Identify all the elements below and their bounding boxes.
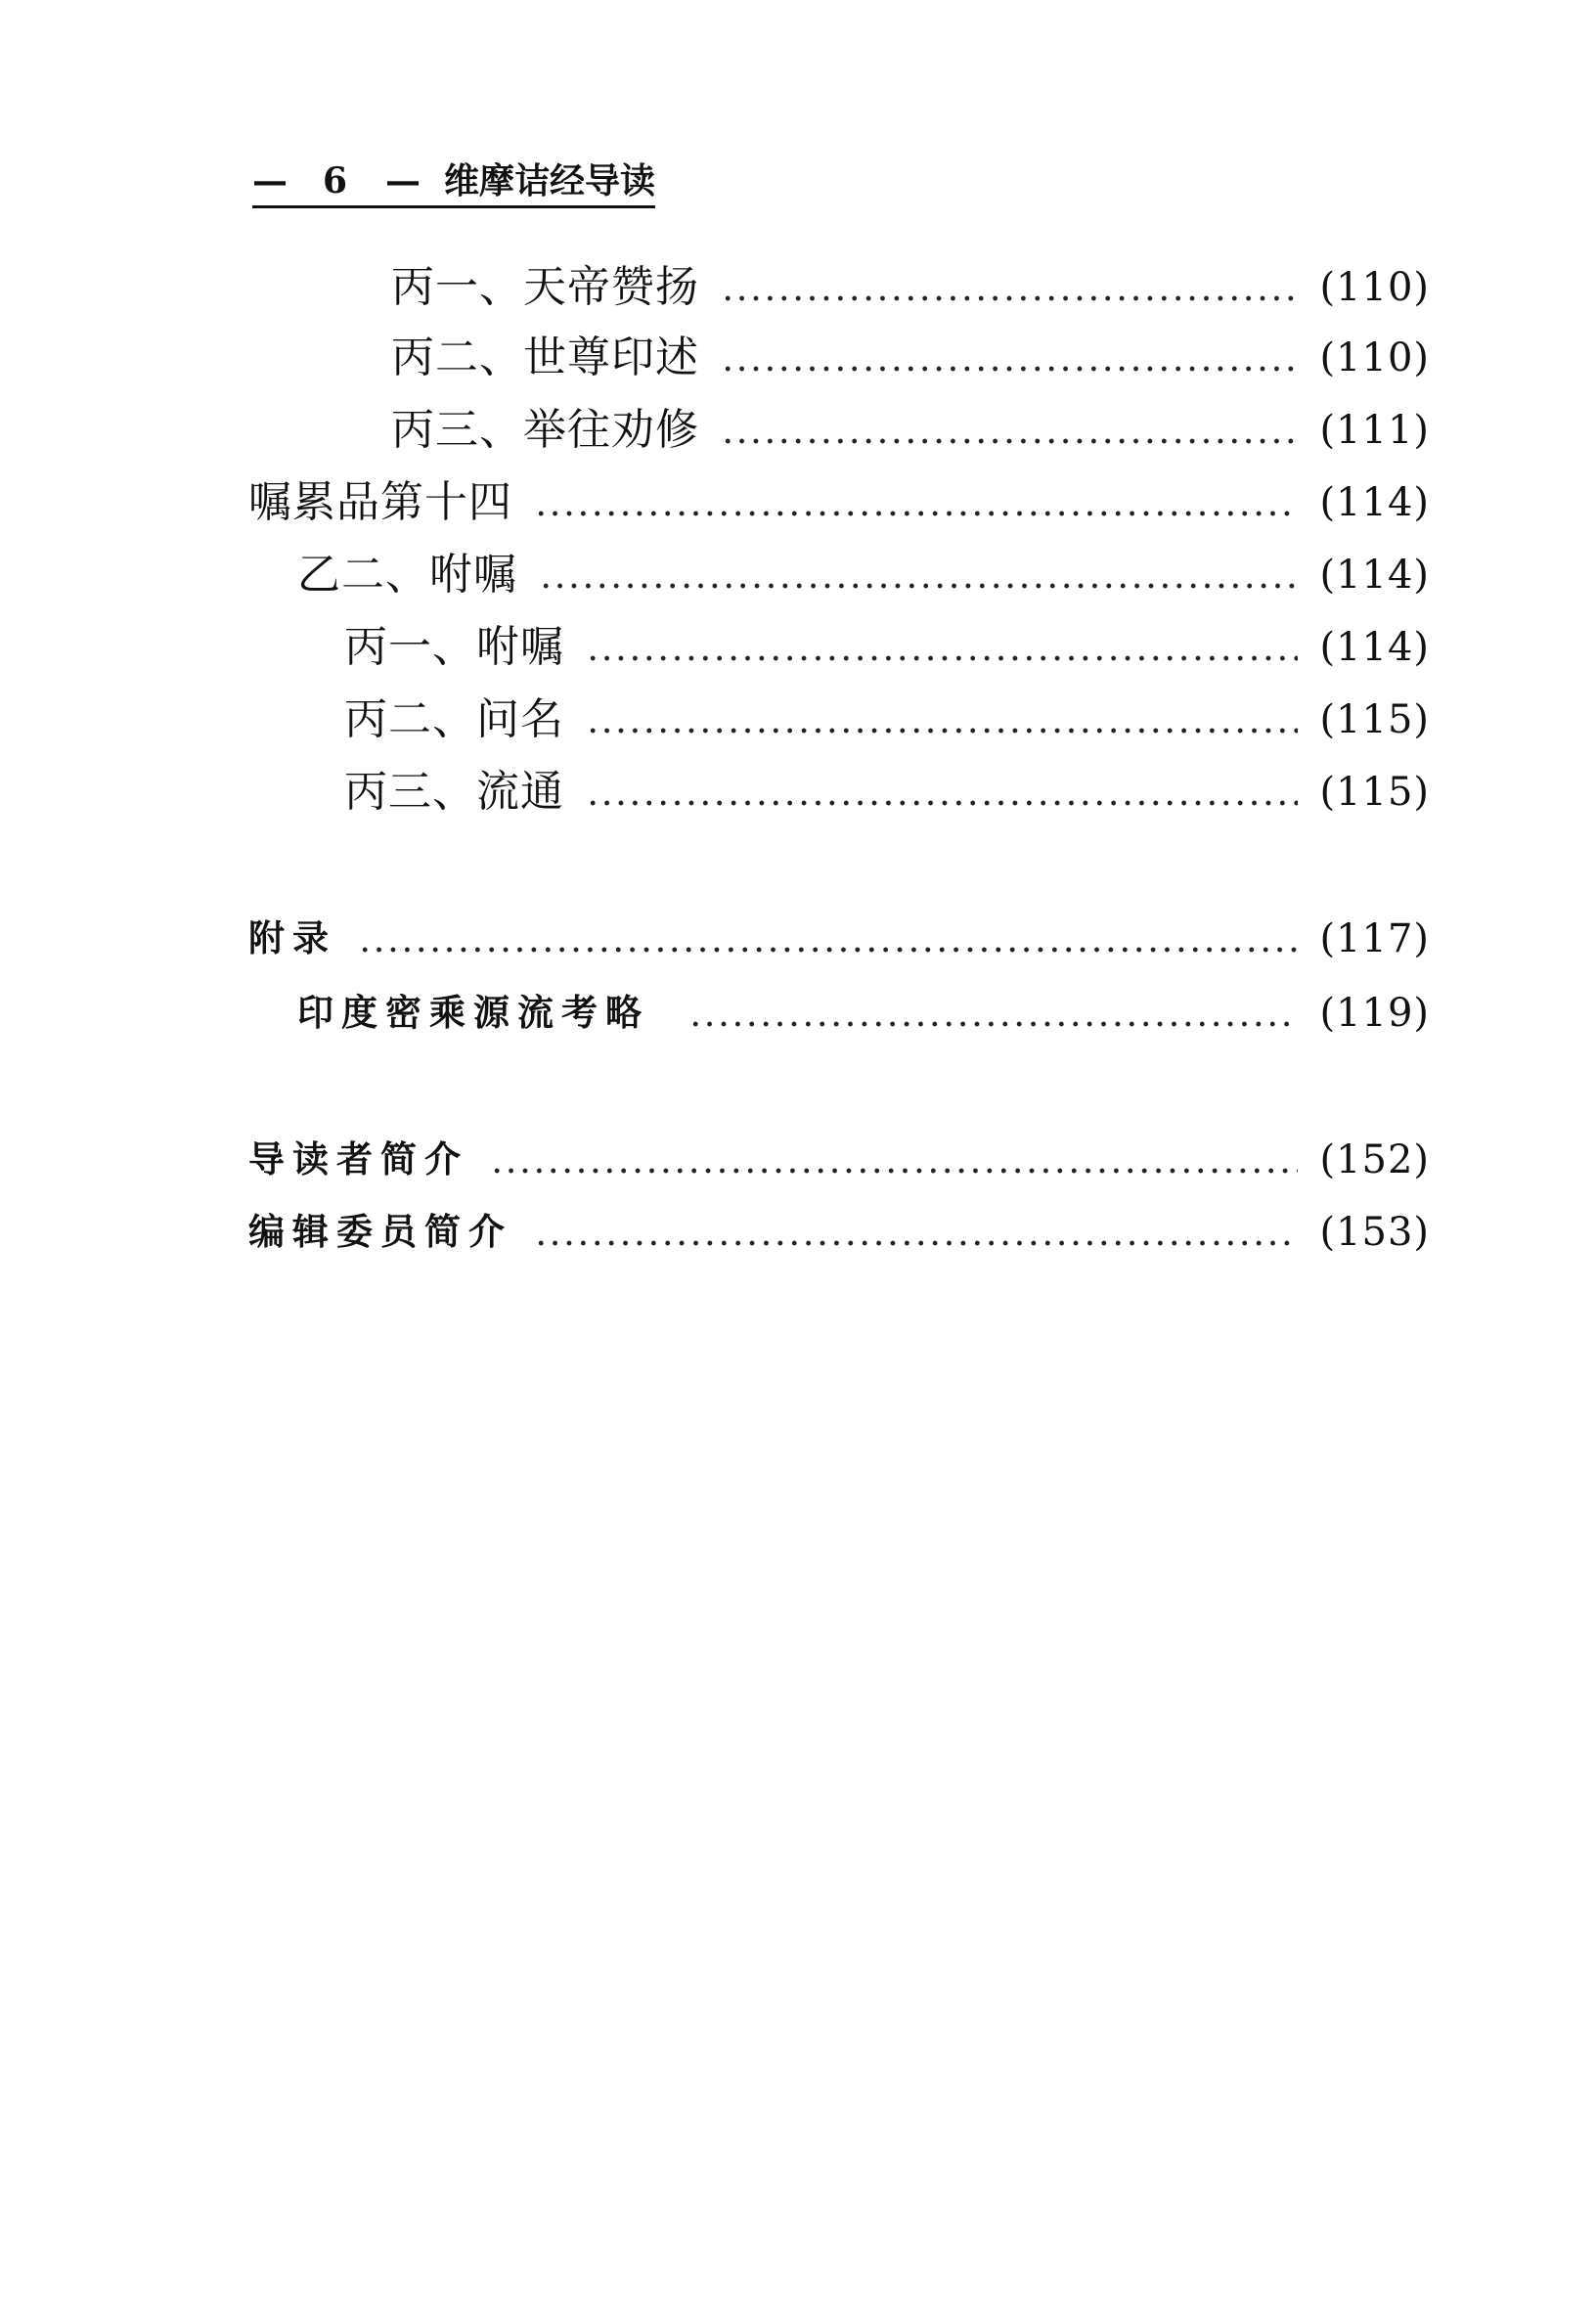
toc-entry-page: (114) xyxy=(1319,553,1430,598)
toc-entry-label: 附录 xyxy=(248,917,336,959)
toc-entry-label: 丙二、世尊印述 xyxy=(391,333,699,382)
toc-entry-page: (153) xyxy=(1319,1210,1430,1255)
toc-entry[interactable] xyxy=(248,912,1430,966)
header-book-title: 维摩诘经导读 xyxy=(444,160,656,201)
toc-entry-label: 印度密乘源流考略 xyxy=(297,992,649,1034)
dot-leader xyxy=(721,331,1298,385)
toc-entry[interactable] xyxy=(248,475,1430,530)
dot-leader xyxy=(688,986,1298,1041)
toc-entry[interactable] xyxy=(391,403,1430,458)
toc-entry[interactable] xyxy=(344,620,1430,675)
toc-entry[interactable] xyxy=(344,692,1430,747)
toc-entry[interactable] xyxy=(248,1205,1430,1260)
toc-entry-label: 丙二、问名 xyxy=(344,694,564,744)
toc-entry-page: (115) xyxy=(1319,697,1430,742)
toc-entry-label: 丙三、流通 xyxy=(344,767,564,817)
toc-entry-page: (111) xyxy=(1319,408,1430,453)
header-page-number: 6 xyxy=(323,160,348,201)
toc-entry[interactable] xyxy=(391,331,1430,385)
toc-entry[interactable] xyxy=(297,986,1430,1041)
toc-entry-page: (110) xyxy=(1319,265,1430,310)
dot-leader xyxy=(539,548,1298,602)
toc-entry-label: 嘱累品第十四 xyxy=(248,477,512,527)
dot-leader xyxy=(490,1133,1298,1187)
toc-entry-label: 丙一、天帝赞扬 xyxy=(391,262,699,312)
toc-entry[interactable] xyxy=(391,260,1430,315)
toc-entry-page: (110) xyxy=(1319,335,1430,380)
dot-leader xyxy=(721,403,1298,458)
toc-entry-label: 乙二、咐嘱 xyxy=(297,550,517,600)
toc-entry-label: 丙三、举往劝修 xyxy=(391,405,699,455)
toc-entry-page: (119) xyxy=(1319,991,1430,1036)
toc-entry-label: 丙一、咐嘱 xyxy=(344,622,564,672)
toc-entry-page: (152) xyxy=(1319,1137,1430,1182)
toc-entry-page: (114) xyxy=(1319,625,1430,670)
toc-entry-label: 导读者简介 xyxy=(248,1138,468,1180)
toc-entry[interactable] xyxy=(344,765,1430,820)
header-dash-left: — xyxy=(252,160,288,201)
toc-entry[interactable] xyxy=(248,1133,1430,1187)
header-dash-right: — xyxy=(385,160,421,201)
dot-leader xyxy=(534,475,1298,530)
toc-entry-page: (115) xyxy=(1319,770,1430,815)
dot-leader xyxy=(586,620,1298,675)
toc-entry-label: 编辑委员简介 xyxy=(248,1211,512,1253)
dot-leader xyxy=(721,260,1298,315)
toc-entry-page: (117) xyxy=(1319,916,1430,961)
toc-entry[interactable] xyxy=(297,548,1430,602)
dot-leader xyxy=(358,912,1298,966)
dot-leader xyxy=(586,692,1298,747)
dot-leader xyxy=(534,1205,1298,1260)
toc-entry-page: (114) xyxy=(1319,480,1430,525)
dot-leader xyxy=(586,765,1298,820)
